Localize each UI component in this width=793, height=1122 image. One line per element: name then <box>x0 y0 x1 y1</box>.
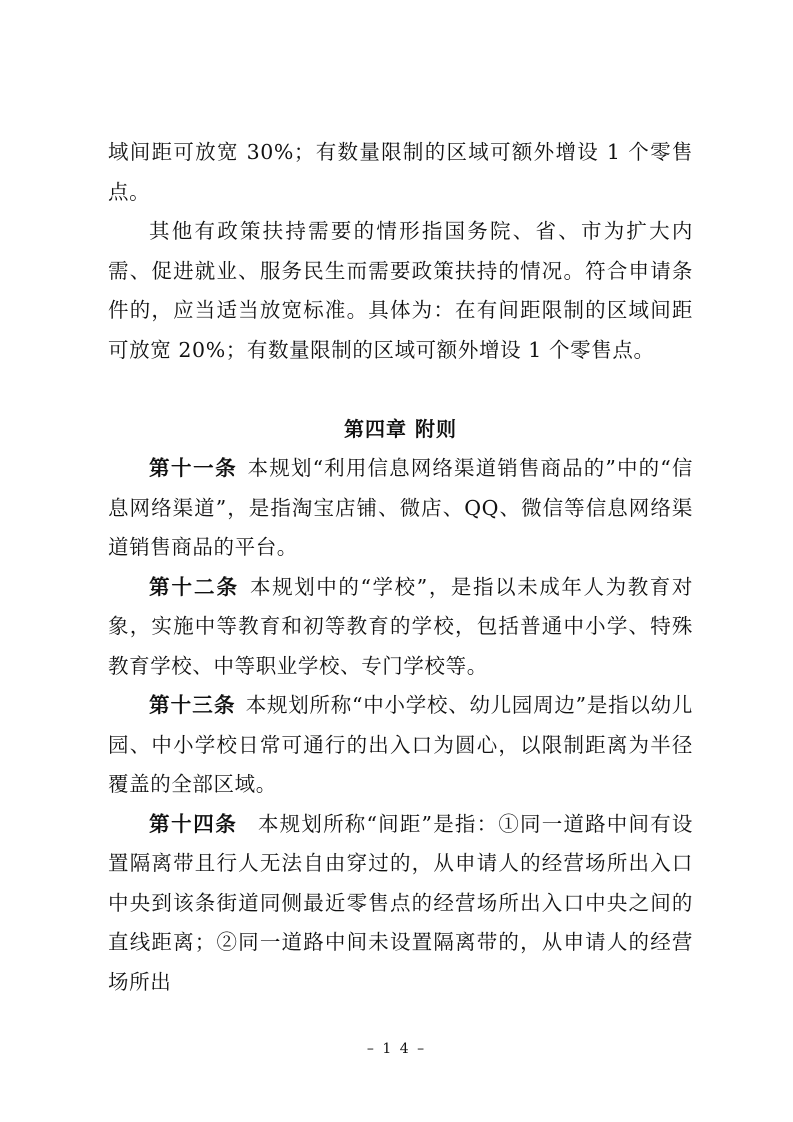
article-label: 第十一条 <box>149 456 238 480</box>
article-12 <box>108 568 693 687</box>
paragraph-continuation: 域间距可放宽 30%；有数量限制的区域可额外增设 1 个零售点。 <box>108 140 693 204</box>
document-body <box>108 133 693 1002</box>
article-text: 本规划中的“学校”，是指以未成年人为教育对象，实施中等教育和初等教育的学校，包括普通中小学、特殊教育学校、中等职业学校、专门学校等。 <box>108 574 694 678</box>
chapter-title: 第四章 附则 <box>344 417 457 441</box>
article-text: 本规划“利用信息网络渠道销售商品的”中的“信息网络渠道”，是指淘宝店铺、微店、QQ、微信等信息网络渠道销售商品的平台。 <box>108 456 694 559</box>
section-gap <box>108 370 693 409</box>
article-text: 本规划所称“中小学校、幼儿园周边”是指以幼儿园、中小学校日常可通行的出入口为圆心，以限制距离为半径覆盖的全部区域。 <box>108 693 693 796</box>
article-text: 本规划所称“间距”是指：①同一道路中间有设置隔离带且行人无法自由穿过的，从申请人的经营场所出入口中央到该条街道同侧最近零售点的经营场所出入口中央之间的直线距离；②同一道路中间未设置隔离带的，从申请人的经营场所出 <box>108 811 693 994</box>
article-label: 第十四条 <box>149 811 238 836</box>
paragraph-policy-support: 其他有政策扶持需要的情形指国务院、省、市为扩大内需、促进就业、服务民生而需要政策扶持的情况。符合申请条件的，应当适当放宽标准。具体为：在有间距限制的区域间距可放宽 20%；有数量限制的区域可额外增设 1 个零售点。 <box>108 219 693 362</box>
article-label: 第十三条 <box>149 693 236 717</box>
article-14 <box>108 805 693 1003</box>
article-13 <box>108 686 693 805</box>
page-number: – 1 4 – <box>366 1041 427 1057</box>
article-label: 第十二条 <box>149 574 239 599</box>
article-11 <box>108 449 693 568</box>
